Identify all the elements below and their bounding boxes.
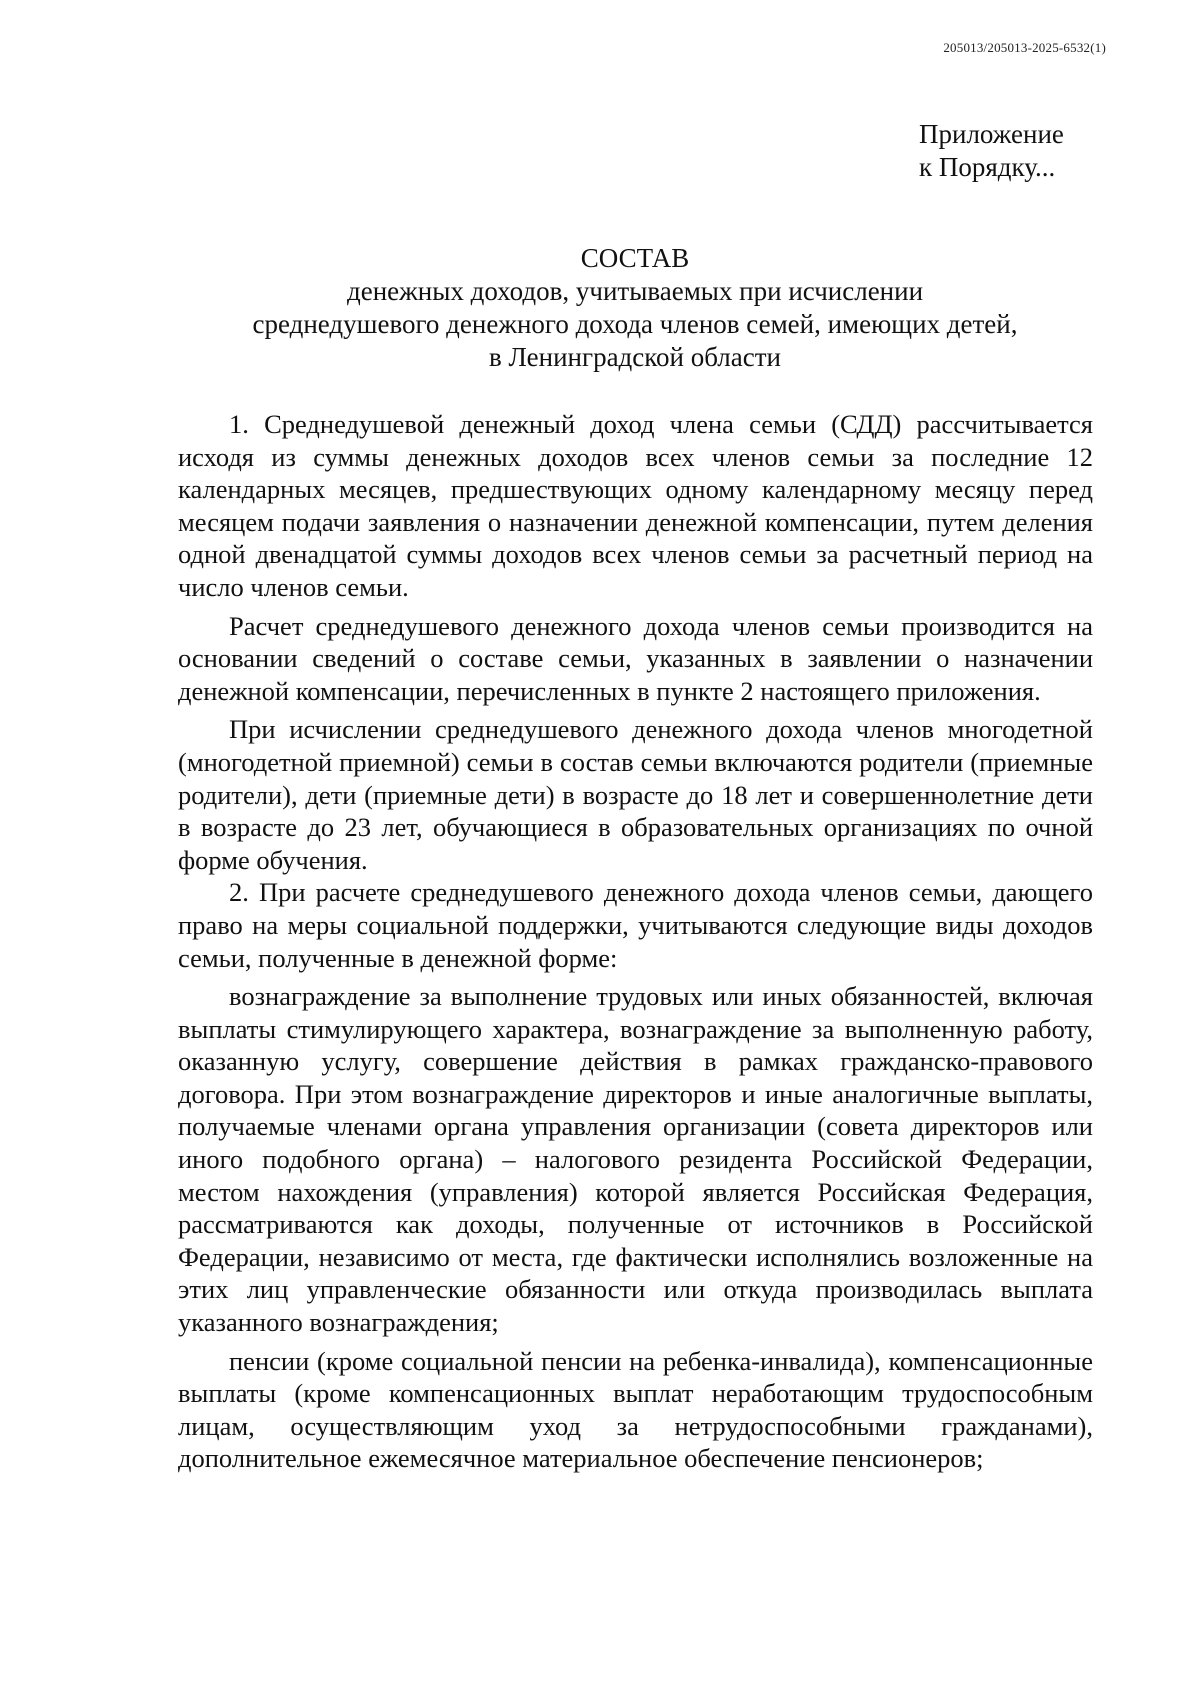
title-line-3: в Ленинградской области <box>489 342 781 372</box>
paragraph-2: Расчет среднедушевого денежного дохода членов семьи производится на основании сведений о составе семьи, указанных в заявлении о назначении денежной компенсации, перечисленных в пункте 2 настоящего приложения. <box>178 610 1093 706</box>
appendix-line-2: к Порядку... <box>919 152 1056 182</box>
document-id: 205013/205013-2025-6532(1) <box>943 40 1106 55</box>
appendix-header <box>919 118 1064 184</box>
document-title <box>0 242 1200 374</box>
paragraph-5: вознаграждение за выполнение трудовых или иных обязанностей, включая выплаты стимулирующего характера, вознаграждение за выполненную работу, оказанную услугу, совершение действия в рамках гражданско-правового договора. При этом вознаграждение директоров и иные аналогичные выплаты, получаемые членами органа управления организации (совета директоров или иного подобного органа) – налогового резидента Российской Федерации, местом нахождения (управления) которой является Российская Федерация, рассматриваются как доходы, полученные от источников в Российской Федерации, независимо от места, где фактически исполнялись возложенные на этих лиц управленческие обязанности или откуда производилась выплата указанного вознаграждения; <box>178 981 1093 1338</box>
title-main: СОСТАВ <box>580 243 690 273</box>
paragraph-6: пенсии (кроме социальной пенсии на ребенка-инвалида), компенсационные выплаты (кроме компенсационных выплат неработающим трудоспособным лицам, осуществляющим уход за нетрудоспособными гражданами), дополнительное ежемесячное материальное обеспечение пенсионеров; <box>178 1345 1093 1474</box>
document-body <box>178 408 1093 1475</box>
paragraph-4: 2. При расчете среднедушевого денежного дохода членов семьи, дающего право на меры социальной поддержки, учитываются следующие виды доходов семьи, полученные в денежной форме: <box>178 877 1093 973</box>
paragraph-3: При исчислении среднедушевого денежного дохода членов многодетной (многодетной приемной) семьи в состав семьи включаются родители (приемные родители), дети (приемные дети) в возрасте до 18 лет и совершеннолетние дети в возрасте до 23 лет, обучающиеся в образовательных организациях по очной форме обучения. <box>178 714 1093 875</box>
appendix-line-1: Приложение <box>919 119 1064 149</box>
title-line-1: денежных доходов, учитываемых при исчислении <box>346 276 924 306</box>
paragraph-1: 1. Среднедушевой денежный доход члена семьи (СДД) рассчитывается исходя из суммы денежных доходов всех членов семьи за последние 12 календарных месяцев, предшествующих одному календарному месяцу перед месяцем подачи заявления о назначении денежной компенсации, путем деления одной двенадцатой суммы доходов всех членов семьи за расчетный период на число членов семьи. <box>178 409 1093 602</box>
title-line-2: среднедушевого денежного дохода членов семей, имеющих детей, <box>252 309 1018 339</box>
